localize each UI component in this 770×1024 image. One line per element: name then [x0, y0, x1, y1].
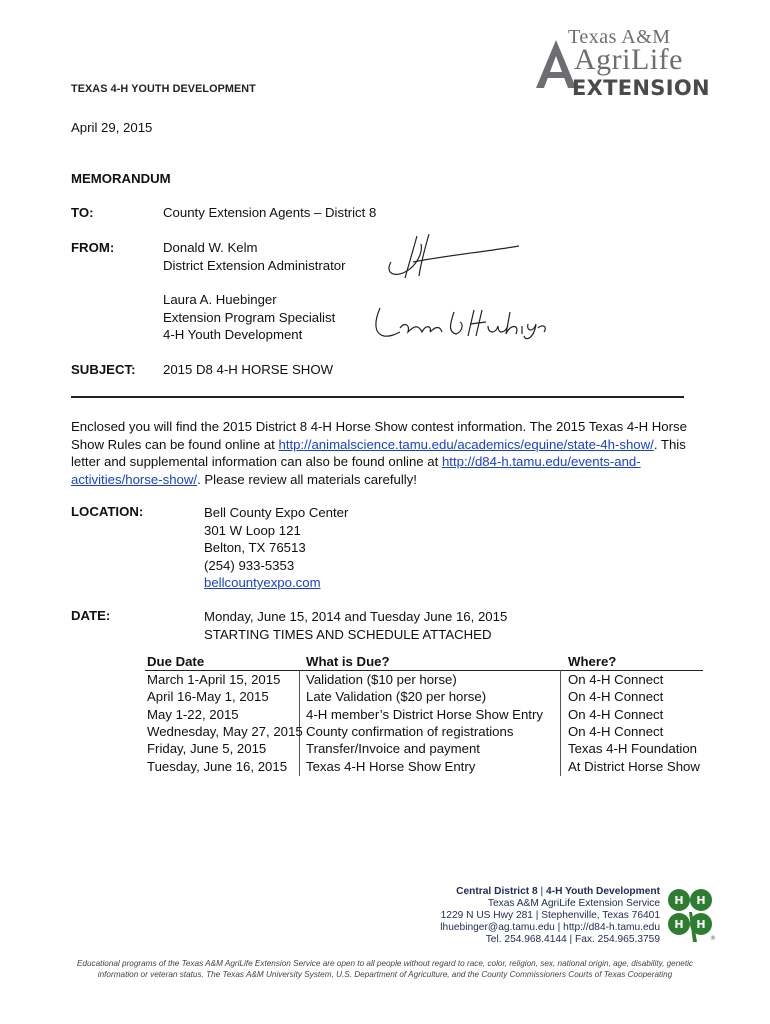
- from2-title: Extension Program Specialist: [163, 310, 336, 325]
- clover-h-3: H: [674, 918, 684, 931]
- to-value: County Extension Agents – District 8: [163, 205, 377, 220]
- location-website-link[interactable]: bellcountyexpo.com: [204, 575, 321, 590]
- table-col-divider-1: [299, 670, 300, 776]
- from-title: District Extension Administrator: [163, 258, 346, 273]
- row-4-date: Wednesday, May 27, 2015: [147, 724, 303, 739]
- table-col-divider-2: [560, 670, 561, 776]
- disclaimer-line-1: Educational programs of the Texas A&M AgriLife Extension Service are open to all people without regard to race, color, religion, sex, national origin, age, disability, genetic: [76, 959, 694, 968]
- location-venue: Bell County Expo Center: [204, 505, 349, 520]
- row-1-date: March 1-April 15, 2015: [147, 672, 281, 687]
- logo-agrilife-text: AgriLife: [574, 43, 683, 76]
- row-3-date: May 1-22, 2015: [147, 707, 239, 722]
- row-1-where: On 4-H Connect: [568, 672, 664, 687]
- body-line-1: Enclosed you will find the 2015 District 8 4-H Horse Show contest information. The 2015 Texas 4-H Horse: [71, 419, 687, 434]
- date-block: [204, 608, 507, 643]
- rules-link[interactable]: http://animalscience.tamu.edu/academics/equine/state-4h-show/: [278, 436, 654, 452]
- location-label: LOCATION:: [71, 504, 144, 519]
- footer-line-1: [380, 886, 660, 898]
- location-block: [204, 504, 348, 592]
- body-line-2-end: . This: [653, 436, 686, 452]
- row-4-where: On 4-H Connect: [568, 724, 664, 739]
- memo-date: April 29, 2015: [71, 120, 153, 135]
- row-1-what: Validation ($10 per horse): [306, 672, 457, 687]
- footer-line-5: Tel. 254.968.4144 | Fax. 254.965.3759: [485, 934, 660, 945]
- row-6-where: At District Horse Show: [568, 759, 700, 774]
- clover-reg-mark: ®: [710, 935, 716, 942]
- body-line-4: [71, 471, 701, 489]
- body-line-2: [71, 436, 701, 454]
- footer-line-4: lhuebinger@ag.tamu.edu | http://d84-h.tamu.edu: [440, 922, 660, 933]
- body-paragraph: [71, 418, 701, 488]
- row-5-where: Texas 4-H Foundation: [568, 741, 698, 756]
- table-header-rule: [145, 670, 703, 671]
- from2-name: Laura A. Huebinger: [163, 292, 277, 307]
- body-line-3: [71, 453, 701, 471]
- org-line: TEXAS 4-H YOUTH DEVELOPMENT: [71, 83, 256, 95]
- footer-sep: |: [540, 886, 544, 897]
- footer-district: Central District 8: [456, 886, 538, 897]
- logo-extension-text: EXTENSION: [572, 76, 710, 100]
- disclaimer-line-2: information or veteran status. The Texas A&M University System, U.S. Department of Agriculture, and the County Commissioners Courts of Texas Cooperating: [97, 969, 673, 979]
- subject-value: 2015 D8 4-H HORSE SHOW: [163, 362, 334, 377]
- clover-h-2: H: [696, 894, 706, 907]
- row-6-date: Tuesday, June 16, 2015: [147, 759, 288, 774]
- schedule-table: [145, 653, 705, 778]
- body-line-3-text: letter and supplemental information can also be found online at: [71, 454, 442, 469]
- d8-events-link[interactable]: http://d84-h.tamu.edu/events-and-: [441, 454, 641, 469]
- from2-dept: 4-H Youth Development: [163, 327, 303, 342]
- subject-label: SUBJECT:: [71, 362, 136, 377]
- location-street: 301 W Loop 121: [204, 522, 301, 538]
- header-divider: [71, 396, 684, 398]
- footer-contact: [380, 886, 660, 946]
- from-name: Donald W. Kelm: [163, 240, 258, 255]
- agrilife-logo: [532, 22, 712, 100]
- col-header-due-date: Due Date: [147, 654, 205, 669]
- row-5-date: Friday, June 5, 2015: [147, 741, 267, 756]
- location-phone: (254) 933-5353: [204, 557, 295, 573]
- footer-line-2: Texas A&M AgriLife Extension Service: [487, 898, 660, 909]
- footer-program: 4-H Youth Development: [546, 886, 660, 897]
- row-2-where: On 4-H Connect: [568, 689, 664, 704]
- to-label: TO:: [71, 205, 94, 220]
- date-line: Monday, June 15, 2014 and Tuesday June 16, 2015: [204, 609, 508, 624]
- row-2-date: April 16-May 1, 2015: [147, 689, 269, 704]
- d8-events-link-cont[interactable]: activities/horse-show/: [71, 471, 198, 487]
- location-city: Belton, TX 76513: [204, 540, 306, 555]
- body-line-4-text: . Please review all materials carefully!: [197, 471, 417, 487]
- footer-disclaimer: [60, 959, 710, 980]
- from-label: FROM:: [71, 240, 115, 255]
- date-label: DATE:: [71, 608, 111, 623]
- row-6-what: Texas 4-H Horse Show Entry: [306, 759, 476, 774]
- footer-line-3: 1229 N US Hwy 281 | Stephenville, Texas 76401: [440, 910, 660, 921]
- logo-texas-text: Texas A&M: [568, 26, 671, 48]
- col-header-where: Where?: [568, 654, 617, 669]
- col-header-what: What is Due?: [306, 654, 390, 669]
- row-3-where: On 4-H Connect: [568, 707, 664, 722]
- clover-h-4: H: [696, 918, 706, 931]
- clover-h-1: H: [674, 894, 684, 907]
- row-3-what: 4-H member’s District Horse Show Entry: [306, 707, 543, 722]
- row-2-what: Late Validation ($20 per horse): [306, 689, 487, 704]
- schedule-note: STARTING TIMES AND SCHEDULE ATTACHED: [204, 626, 492, 642]
- row-4-what: County confirmation of registrations: [306, 724, 514, 739]
- signature-kelm: [383, 232, 523, 282]
- body-line-2-text: Show Rules can be found online at: [71, 436, 279, 452]
- memo-title: MEMORANDUM: [71, 171, 171, 186]
- four-h-clover-icon: [663, 884, 717, 944]
- row-5-what: Transfer/Invoice and payment: [306, 741, 480, 756]
- signature-huebinger: [370, 302, 550, 344]
